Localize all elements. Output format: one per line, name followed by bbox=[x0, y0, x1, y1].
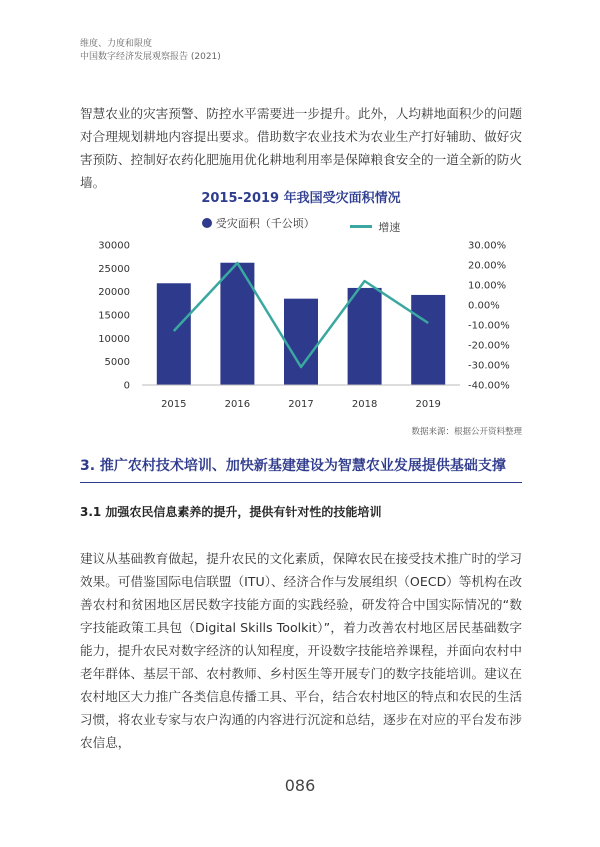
section-title: 3. 推广农村技术培训、加快新基建建设为智慧农业发展提供基础支撑 bbox=[80, 458, 506, 474]
left-axis-tick-label: 20000 bbox=[98, 287, 130, 299]
chart-source-note: 数据来源：根据公开资料整理 bbox=[411, 427, 522, 437]
x-axis-tick-label: 2018 bbox=[351, 399, 378, 410]
right-axis-tick-label: -40.00% bbox=[468, 380, 510, 392]
right-axis-tick-label: 10.00% bbox=[468, 280, 507, 292]
x-axis-tick-label: 2015 bbox=[161, 399, 187, 410]
right-axis-tick-label: 0.00% bbox=[468, 300, 500, 312]
legend-label-line: 增速 bbox=[378, 220, 401, 234]
header-subtitle: 中国数字经济发展观察报告 (2021) bbox=[80, 52, 221, 62]
legend-item-bar bbox=[202, 215, 315, 231]
page-number: 086 bbox=[284, 776, 316, 795]
chart-legend bbox=[80, 215, 522, 235]
bar bbox=[411, 295, 445, 385]
x-axis-tick-label: 2019 bbox=[415, 399, 441, 410]
disaster-area-chart bbox=[80, 185, 522, 435]
x-axis-tick-label: 2017 bbox=[288, 399, 314, 410]
bar bbox=[348, 288, 382, 385]
right-axis-tick-label: -10.00% bbox=[468, 320, 510, 332]
bar bbox=[157, 283, 191, 385]
x-axis-tick-label: 2016 bbox=[224, 399, 251, 410]
legend-line-icon bbox=[350, 225, 372, 228]
running-header bbox=[80, 38, 221, 64]
subsection-title: 3.1 加强农民信息素养的提升，提供有针对性的技能培训 bbox=[80, 505, 382, 519]
body-paragraph-1: 智慧农业的灾害预警、防控水平需要进一步提升。此外，人均耕地面积少的问题对合理规划耕地内容提出要求。借助数字农业技术为农业生产打好辅助、做好灾害预防、控制好农药化肥施用优化耕地利用率是保障粮食安全的一道全新的防火墙。 bbox=[80, 106, 522, 190]
section-divider bbox=[80, 482, 522, 483]
left-axis-tick-label: 0 bbox=[123, 380, 130, 392]
chart-title: 2015-2019 年我国受灾面积情况 bbox=[201, 191, 401, 206]
right-axis-tick-label: 20.00% bbox=[468, 260, 507, 272]
body-paragraph-2: 建议从基础教育做起，提升农民的文化素质，保障农民在接受技术推广时的学习效果。可借鉴国际电信联盟（ITU）、经济合作与发展组织（OECD）等机构在改善农村和贫困地区居民数字技能方面的实践经验，研发符合中国实际情况的“数字技能政策工具包（Digital Skills Toolkit）”，着力改善农村地区居民基础数字能力，提升农民对数字经济的认知程度，开设数字技能培养课程，并面向农村中老年群体、基层干部、农村教师、乡村医生等开展专门的数字技能培训。建议在农村地区大力推广各类信息传播工具、平台，结合农村地区的特点和农民的生活习惯，将农业专家与农户沟通的内容进行沉淀和总结，逐步在对应的平台发布涉农信息， bbox=[80, 551, 522, 750]
left-axis-tick-label: 10000 bbox=[98, 333, 130, 345]
legend-label-bar: 受灾面积（千公顷） bbox=[215, 217, 315, 230]
left-axis-tick-label: 25000 bbox=[98, 263, 130, 275]
right-axis-tick-label: 30.00% bbox=[468, 240, 507, 252]
bar bbox=[284, 299, 318, 385]
left-axis-tick-label: 15000 bbox=[98, 310, 130, 322]
right-axis-tick-label: -20.00% bbox=[468, 340, 510, 352]
legend-item-line bbox=[350, 219, 400, 235]
left-axis-tick-label: 30000 bbox=[98, 240, 130, 252]
legend-dot-icon bbox=[202, 218, 212, 228]
header-title: 维度、力度和限度 bbox=[80, 39, 153, 49]
right-axis-tick-label: -30.00% bbox=[468, 360, 510, 372]
left-axis-tick-label: 5000 bbox=[104, 357, 130, 369]
